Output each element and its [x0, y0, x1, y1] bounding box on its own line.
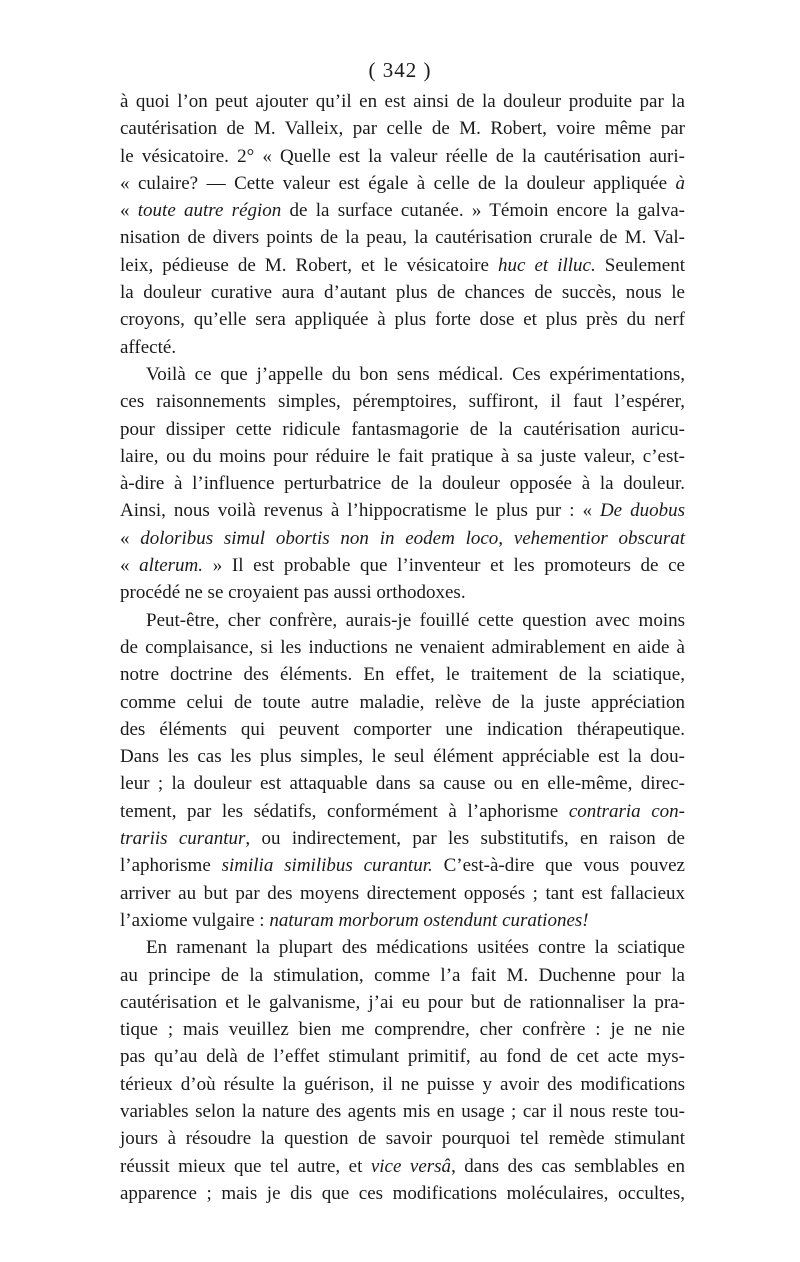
- text-line: [120, 1098, 685, 1125]
- text-segment: Ainsi, nous voilà revenus à l’hippocratisme le plus pur : «: [120, 500, 600, 522]
- text-line: [120, 361, 685, 388]
- text-segment: tique ; mais veuillez bien me comprendre, cher confrère : je ne nie: [120, 1019, 685, 1041]
- text-line: [120, 1043, 685, 1070]
- text-line: [120, 743, 685, 770]
- text-segment: Voilà ce que j’appelle du bon sens médical. Ces expérimentations,: [146, 363, 685, 385]
- text-line: [120, 1153, 685, 1180]
- text-segment: pas qu’au delà de l’effet stimulant primitif, au fond de cet acte mys-: [120, 1046, 685, 1068]
- text-line: [120, 634, 685, 661]
- text-segment: l’axiome vulgaire :: [120, 909, 270, 931]
- body-text: [120, 88, 685, 1207]
- text-segment: , ou indirectement, par les substitutifs, en raison de: [245, 828, 685, 850]
- italic-text: toute autre région: [137, 200, 282, 222]
- text-segment: térieux d’où résulte la guérison, il ne puisse y avoir des modifications: [120, 1073, 685, 1095]
- text-line: [120, 798, 685, 825]
- text-line: [120, 443, 685, 470]
- text-line: [120, 497, 685, 524]
- text-line: [120, 689, 685, 716]
- text-line: [120, 880, 685, 907]
- italic-text: doloribus simul obortis non in eodem loco, vehementior obscurat: [140, 527, 685, 549]
- text-line: [120, 115, 685, 142]
- text-segment: au principe de la stimulation, comme l’a fait M. Duchenne pour la: [120, 964, 685, 986]
- text-segment: «: [120, 200, 138, 222]
- text-segment: leur ; la douleur est attaquable dans sa cause ou en elle-même, direc-: [120, 773, 685, 795]
- text-segment: Dans les cas les plus simples, le seul élément appréciable est la dou-: [120, 746, 685, 768]
- text-segment: C’est-à-dire que vous pouvez: [432, 855, 685, 877]
- text-segment: « culaire? — Cette valeur est égale à celle de la douleur appliquée: [120, 172, 676, 194]
- italic-text: vice versâ: [370, 1155, 452, 1177]
- text-segment: notre doctrine des éléments. En effet, le traitement de la sciatique,: [120, 664, 685, 686]
- text-segment: la douleur curative aura d’autant plus de chances de succès, nous le: [120, 282, 685, 304]
- text-segment: réussit mieux que tel autre, et: [120, 1155, 371, 1177]
- text-segment: des éléments qui peuvent comporter une indication thérapeutique.: [120, 718, 685, 740]
- text-line: [120, 252, 685, 279]
- text-segment: nisation de divers points de la peau, la cautérisation crurale de M. Val-: [120, 227, 685, 249]
- text-segment: ces raisonnements simples, péremptoires, suffiront, il faut l’espérer,: [120, 391, 685, 413]
- text-segment: leix, pédieuse de M. Robert, et le vésicatoire: [120, 254, 498, 276]
- text-line: [120, 661, 685, 688]
- text-segment: à-dire à l’influence perturbatrice de la douleur opposée à la douleur.: [120, 473, 685, 495]
- text-line: [120, 197, 685, 224]
- text-line: [120, 1180, 685, 1207]
- text-line: [120, 224, 685, 251]
- italic-text: à: [675, 172, 685, 194]
- italic-text: alterum.: [139, 555, 204, 577]
- text-segment: jours à résoudre la question de savoir pourquoi tel remède stimulant: [120, 1128, 685, 1150]
- text-line: [120, 334, 685, 361]
- italic-text: similia similibus curantur.: [221, 855, 433, 877]
- text-line: [120, 989, 685, 1016]
- text-line: [120, 552, 685, 579]
- text-segment: «: [120, 555, 140, 577]
- text-line: [120, 825, 685, 852]
- text-line: [120, 143, 685, 170]
- italic-text: trariis curantur: [120, 828, 246, 850]
- text-line: [120, 607, 685, 634]
- italic-text: naturam morborum ostendunt curationes!: [269, 909, 589, 931]
- page-number: ( 342 ): [368, 58, 432, 82]
- text-line: [120, 306, 685, 333]
- text-segment: pour dissiper cette ridicule fantasmagorie de la cautérisation auricu-: [120, 418, 685, 440]
- text-segment: de complaisance, si les inductions ne venaient admirablement en aide à: [120, 636, 685, 658]
- text-line: [120, 852, 685, 879]
- text-segment: de la surface cutanée. » Témoin encore la galva-: [281, 200, 685, 222]
- text-segment: apparence ; mais je dis que ces modifications moléculaires, occultes,: [120, 1182, 685, 1204]
- text-segment: cautérisation et le galvanisme, j’ai eu pour but de rationnaliser la pra-: [120, 991, 685, 1013]
- text-segment: Peut-être, cher confrère, aurais-je fouillé cette question avec moins: [146, 609, 685, 631]
- text-segment: «: [120, 527, 141, 549]
- text-line: [120, 907, 685, 934]
- italic-text: huc et illuc.: [497, 254, 596, 276]
- text-segment: affecté.: [120, 336, 177, 358]
- text-line: [120, 388, 685, 415]
- text-segment: laire, ou du moins pour réduire le fait pratique à sa juste valeur, c’est-: [120, 445, 685, 467]
- text-segment: le vésicatoire. 2° « Quelle est la valeur réelle de la cautérisation auri-: [120, 145, 685, 167]
- text-line: [120, 934, 685, 961]
- text-line: [120, 279, 685, 306]
- text-segment: cautérisation de M. Valleix, par celle de M. Robert, voire même par: [120, 118, 685, 140]
- text-line: [120, 1071, 685, 1098]
- text-line: [120, 470, 685, 497]
- text-segment: tement, par les sédatifs, conformément à l’aphorisme: [120, 800, 569, 822]
- text-segment: comme celui de toute autre maladie, relève de la juste appréciation: [120, 691, 685, 713]
- italic-text: De duobus: [599, 500, 685, 522]
- text-segment: » Il est probable que l’inventeur et les promoteurs de ce: [203, 555, 685, 577]
- text-line: [120, 170, 685, 197]
- text-line: [120, 525, 685, 552]
- text-segment: , dans des cas semblables en: [451, 1155, 685, 1177]
- text-segment: En ramenant la plupart des médications usitées contre la sciatique: [146, 937, 685, 959]
- text-segment: croyons, qu’elle sera appliquée à plus forte dose et plus près du nerf: [120, 309, 685, 331]
- text-line: [120, 88, 685, 115]
- text-line: [120, 962, 685, 989]
- text-segment: variables selon la nature des agents mis en usage ; car il nous reste tou-: [120, 1100, 685, 1122]
- text-segment: l’aphorisme: [120, 855, 222, 877]
- text-line: [120, 1016, 685, 1043]
- text-line: [120, 416, 685, 443]
- text-segment: procédé ne se croyaient pas aussi orthodoxes.: [120, 582, 466, 604]
- text-line: [120, 716, 685, 743]
- text-segment: à quoi l’on peut ajouter qu’il en est ainsi de la douleur produite par la: [120, 91, 685, 112]
- text-line: [120, 579, 685, 606]
- text-line: [120, 1125, 685, 1152]
- text-line: [120, 770, 685, 797]
- text-segment: arriver au but par des moyens directement opposés ; tant est fallacieux: [120, 882, 685, 904]
- text-segment: Seulement: [595, 254, 686, 276]
- italic-text: contraria con-: [568, 800, 685, 822]
